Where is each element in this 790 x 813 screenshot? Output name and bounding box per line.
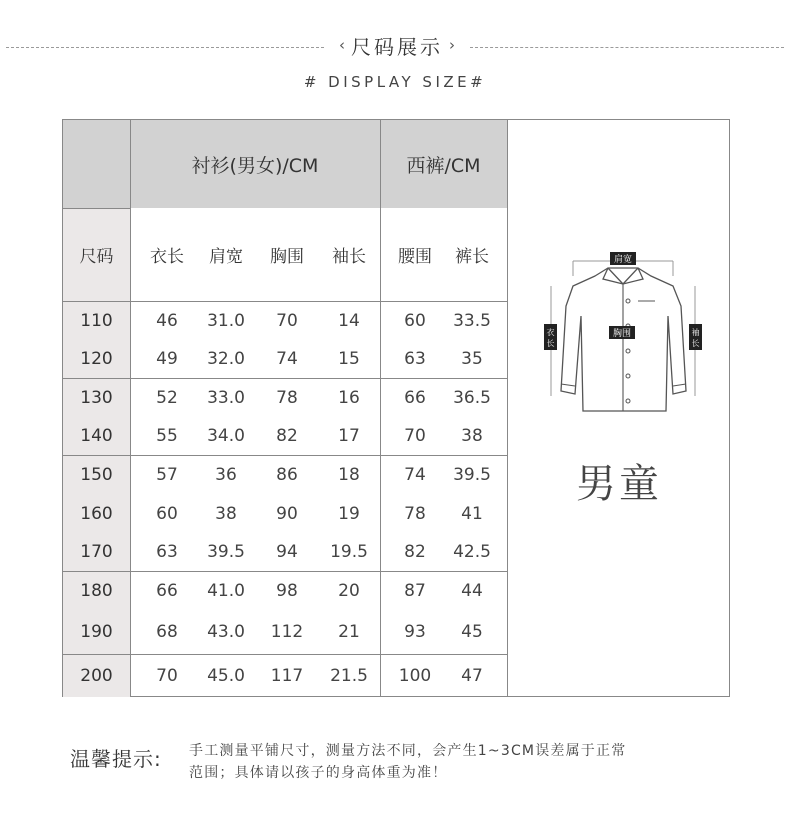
cell-pants-length: 42.5 xyxy=(453,542,491,562)
cell-pants-length: 41 xyxy=(461,503,483,524)
cell-waist: 87 xyxy=(404,580,426,601)
cell-size: 170 xyxy=(80,542,113,562)
cell-sleeve: 15 xyxy=(338,349,360,369)
cell-sleeve: 19.5 xyxy=(330,542,368,562)
cell-shoulder: 45.0 xyxy=(207,665,245,686)
cell-pants-length: 44 xyxy=(461,580,483,601)
page-title: 尺码展示 xyxy=(351,34,443,59)
cell-chest: 74 xyxy=(276,349,298,369)
cell-length: 55 xyxy=(156,426,178,446)
cell-shoulder: 43.0 xyxy=(207,622,245,642)
cell-chest: 82 xyxy=(276,426,298,446)
shirt-icon xyxy=(544,252,702,411)
cell-shoulder: 33.0 xyxy=(207,387,245,408)
cell-shoulder: 31.0 xyxy=(207,310,245,331)
cell-sleeve: 21.5 xyxy=(330,665,368,686)
page-subtitle: # DISPLAY SIZE# xyxy=(303,73,487,91)
cell-pants-length: 47 xyxy=(461,665,483,686)
cell-waist: 100 xyxy=(398,665,432,686)
grid-line xyxy=(63,208,130,209)
cell-size: 140 xyxy=(80,426,113,446)
cell-sleeve: 14 xyxy=(338,310,360,331)
cell-pants-length: 36.5 xyxy=(453,387,491,408)
cell-waist: 66 xyxy=(404,387,426,408)
cell-waist: 82 xyxy=(404,542,426,562)
cell-pants-length: 38 xyxy=(461,426,483,446)
cell-shoulder: 38 xyxy=(215,503,237,524)
cell-chest: 117 xyxy=(270,665,304,686)
title-wrap xyxy=(324,30,470,60)
cell-chest: 98 xyxy=(276,580,298,601)
cell-chest: 94 xyxy=(276,542,298,562)
cell-waist: 78 xyxy=(404,503,426,524)
section-header xyxy=(0,30,790,60)
cell-length: 63 xyxy=(156,542,178,562)
svg-text:肩宽: 肩宽 xyxy=(613,255,633,265)
tip-line-2: 范围；具体请以孩子的身高体重为准！ xyxy=(189,765,448,781)
right-chevron-icon: › xyxy=(449,36,455,54)
tip-text xyxy=(189,740,749,784)
col-header-waist: 腰围 xyxy=(398,247,432,267)
category-label: 男童 xyxy=(576,461,662,507)
cell-waist: 93 xyxy=(404,622,426,642)
cell-sleeve: 19 xyxy=(338,503,360,524)
cell-size: 120 xyxy=(80,349,113,369)
cell-pants-length: 33.5 xyxy=(453,310,491,331)
shirt-group-title: 衬衫(男女)/CM xyxy=(191,154,319,177)
svg-text:长: 长 xyxy=(546,339,555,348)
tip-label: 温馨提示: xyxy=(70,747,162,771)
pants-group-title: 西裤/CM xyxy=(406,154,481,177)
cell-size: 150 xyxy=(80,464,113,485)
left-chevron-icon: ‹ xyxy=(339,36,345,54)
cell-shoulder: 39.5 xyxy=(207,542,245,562)
col-header-length: 衣长 xyxy=(150,247,184,267)
cell-length: 70 xyxy=(156,665,178,686)
cell-sleeve: 17 xyxy=(338,426,360,446)
cell-sleeve: 18 xyxy=(338,464,360,485)
cell-pants-length: 45 xyxy=(461,622,483,642)
cell-length: 66 xyxy=(156,580,178,601)
cell-chest: 86 xyxy=(276,464,298,485)
cell-length: 60 xyxy=(156,503,178,524)
cell-size: 160 xyxy=(80,503,113,524)
tip-line-1: 手工测量平铺尺寸，测量方法不同，会产生1~3CM误差属于正常 xyxy=(189,743,627,759)
col-header-size: 尺码 xyxy=(79,247,114,267)
cell-length: 57 xyxy=(156,464,178,485)
cell-sleeve: 20 xyxy=(338,580,360,601)
svg-text:袖: 袖 xyxy=(691,328,700,337)
col-header-pants-length: 裤长 xyxy=(455,247,489,267)
cell-shoulder: 34.0 xyxy=(207,426,245,446)
cell-size: 180 xyxy=(80,580,113,601)
size-table xyxy=(62,119,730,697)
cell-shoulder: 32.0 xyxy=(207,349,245,369)
cell-length: 46 xyxy=(156,310,178,331)
cell-sleeve: 21 xyxy=(338,622,360,642)
right-dashed-divider xyxy=(470,47,784,48)
cell-chest: 90 xyxy=(276,503,298,524)
cell-pants-length: 35 xyxy=(461,349,483,369)
cell-length: 68 xyxy=(156,622,178,642)
grid-line xyxy=(380,120,381,696)
cell-size: 130 xyxy=(80,387,113,408)
col-header-chest: 胸围 xyxy=(270,247,304,267)
grid-line xyxy=(130,120,131,696)
col-header-shoulder: 肩宽 xyxy=(209,247,243,267)
cell-shoulder: 36 xyxy=(215,464,237,485)
svg-text:胸围: 胸围 xyxy=(612,329,632,339)
left-dashed-divider xyxy=(6,47,324,48)
pants-group-header xyxy=(380,120,507,208)
grid-line xyxy=(507,120,508,696)
cell-chest: 78 xyxy=(276,387,298,408)
cell-chest: 70 xyxy=(276,310,298,331)
cell-size: 110 xyxy=(80,310,113,331)
cell-waist: 63 xyxy=(404,349,426,369)
shirt-group-header xyxy=(130,120,380,208)
cell-waist: 74 xyxy=(404,464,426,485)
cell-waist: 70 xyxy=(404,426,426,446)
cell-length: 49 xyxy=(156,349,178,369)
col-header-sleeve: 袖长 xyxy=(332,247,366,267)
corner-header-cell xyxy=(63,120,130,208)
cell-waist: 60 xyxy=(404,310,426,331)
shirt-diagram xyxy=(533,246,713,416)
cell-shoulder: 41.0 xyxy=(207,580,245,601)
cell-chest: 112 xyxy=(270,622,304,642)
cell-size: 190 xyxy=(80,622,113,642)
svg-text:长: 长 xyxy=(691,339,700,348)
cell-length: 52 xyxy=(156,387,178,408)
svg-text:衣: 衣 xyxy=(546,328,555,337)
cell-size: 200 xyxy=(80,665,113,686)
cell-sleeve: 16 xyxy=(338,387,360,408)
cell-pants-length: 39.5 xyxy=(453,464,491,485)
